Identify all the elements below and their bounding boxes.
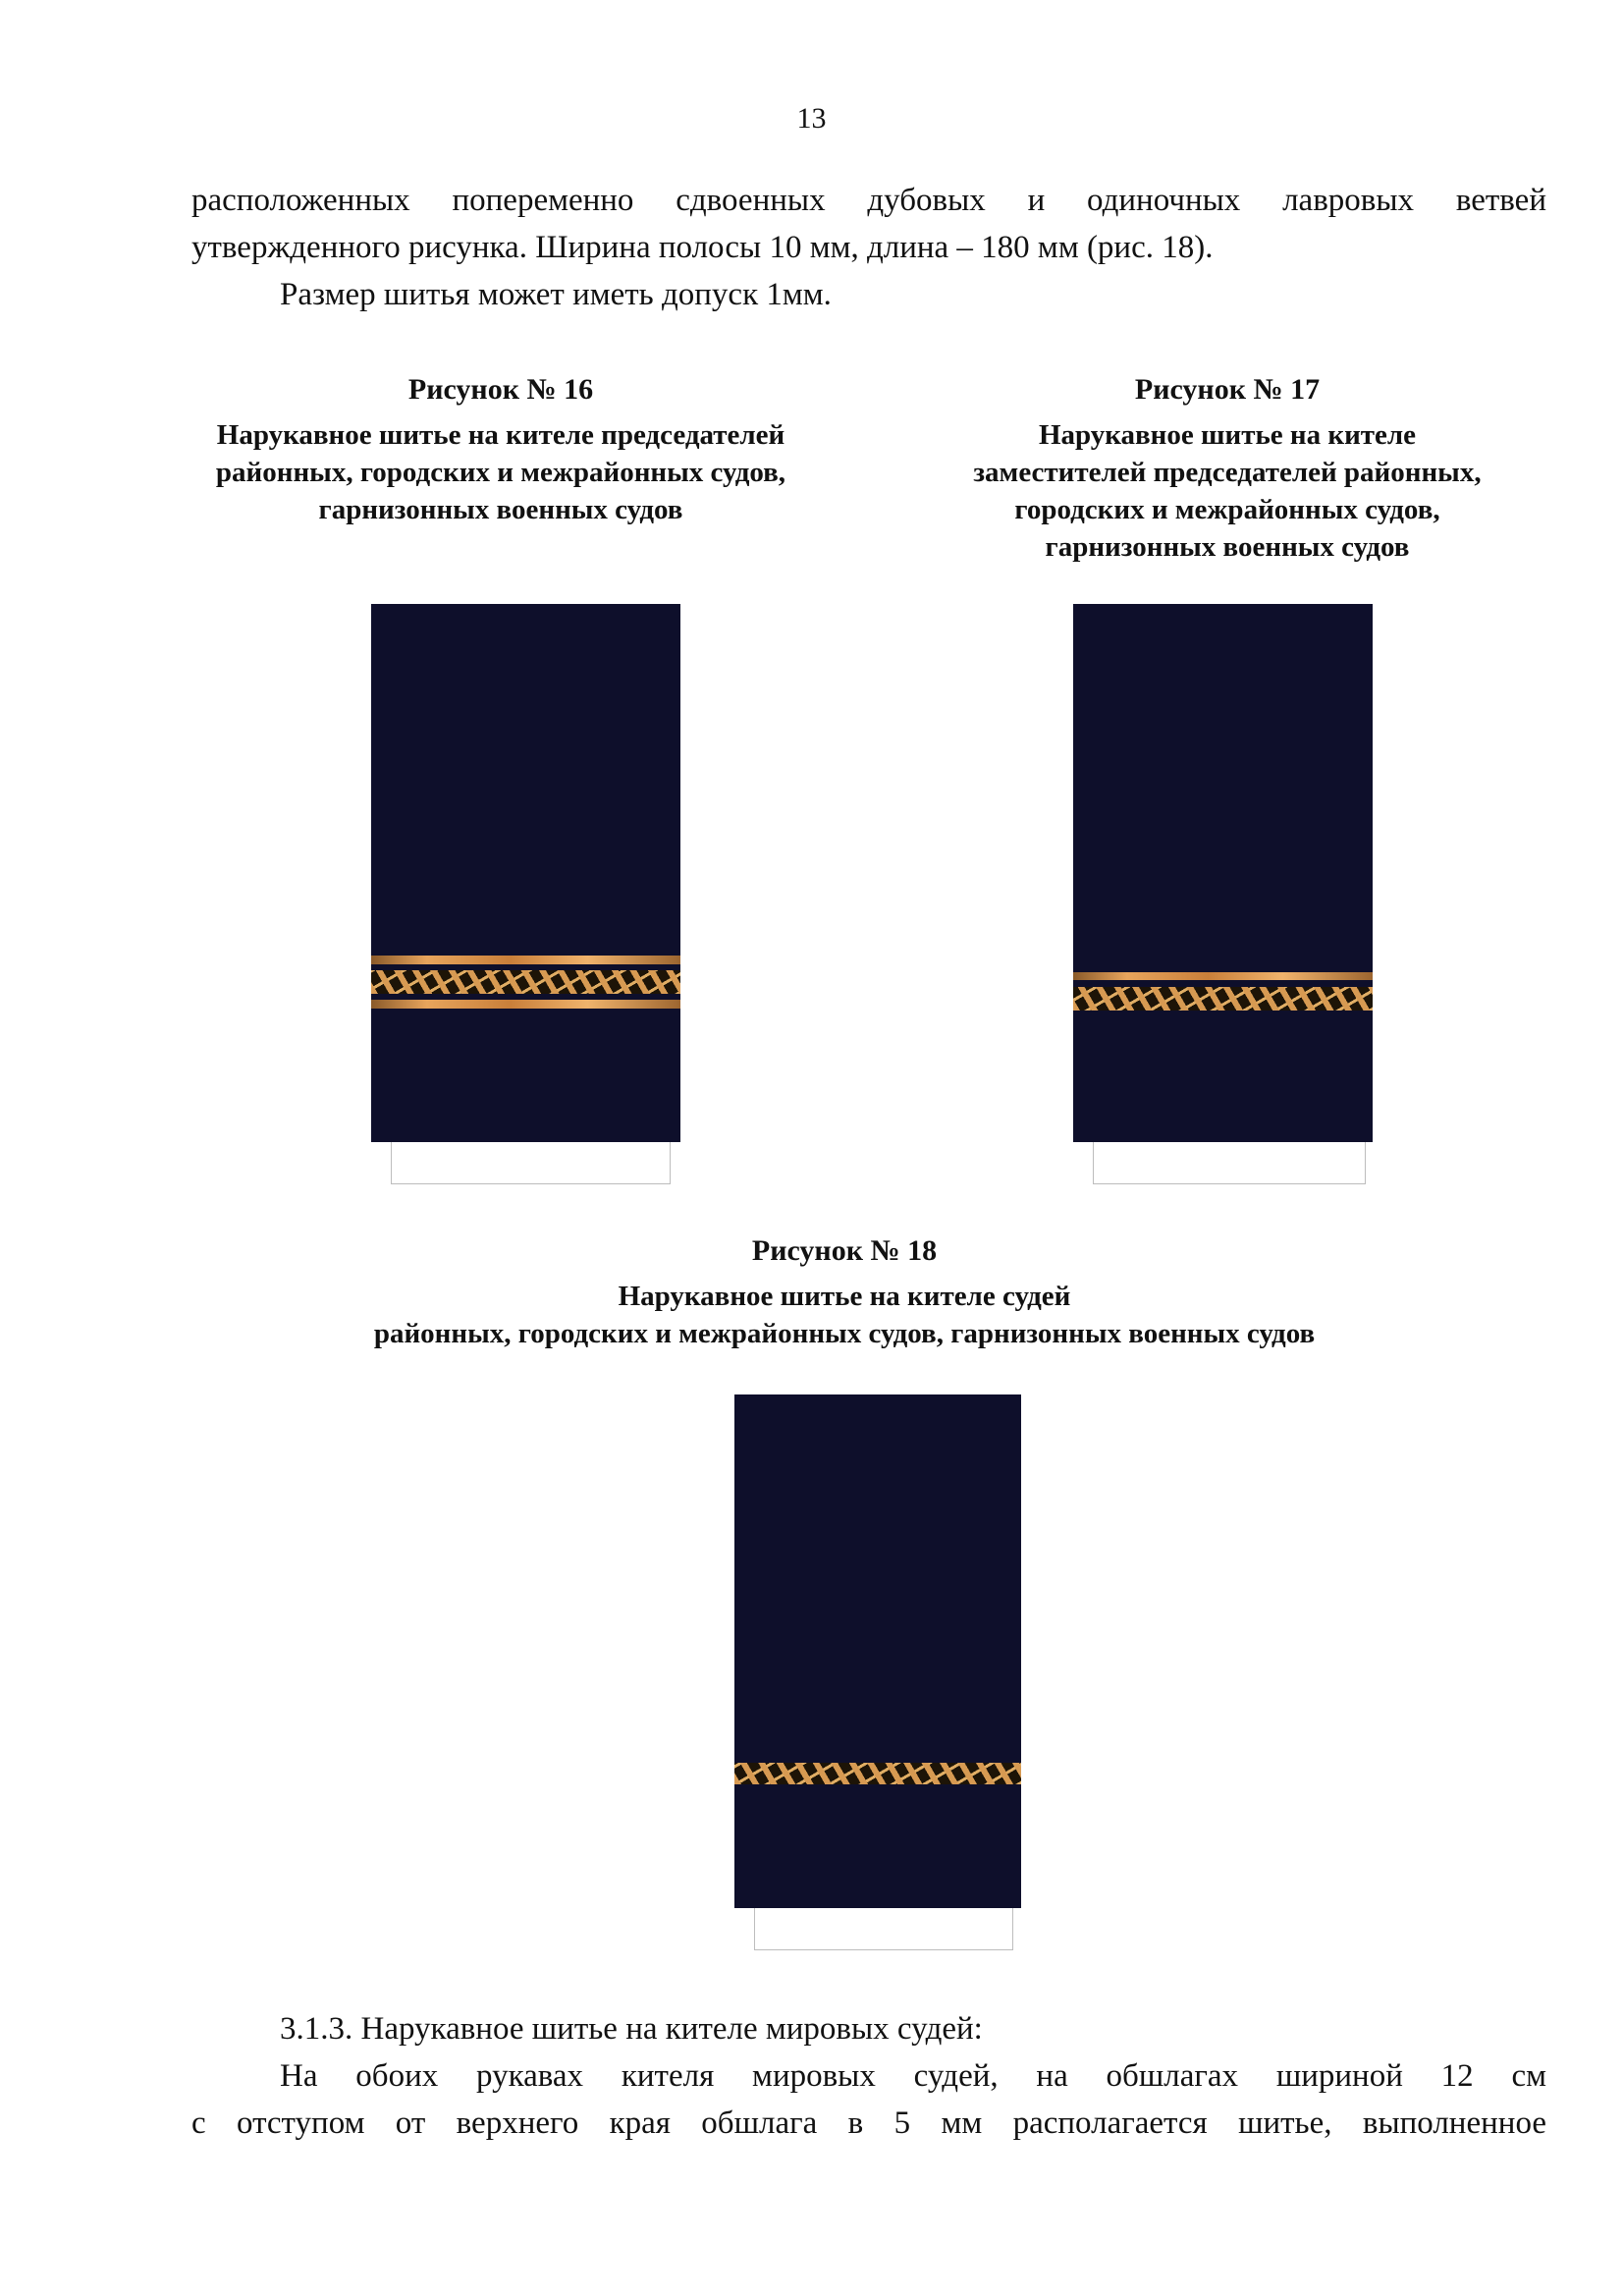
figure-17-title-line: городских и межрайонных судов, [1014,494,1440,525]
intro-line-3: Размер шитья может иметь допуск 1мм. [280,277,832,312]
figure-18-sleeve-image [734,1394,1021,1908]
figure-16-caption [167,371,835,528]
figure-17-title-line: заместителей председателей районных, [973,457,1482,488]
figure-16-title-line: Нарукавное шитье на кителе председателей [216,419,785,451]
page-number: 13 [796,102,827,135]
figure-17-sleeve-image [1073,604,1373,1142]
figure-17-number: Рисунок № 17 [1134,373,1321,406]
figure-18-caption [167,1232,1522,1352]
figure-16-number: Рисунок № 16 [407,373,594,406]
section-line-1: На обоих рукавах кителя мировых судей, на обшлагах шириной 12 см [280,2058,1546,2094]
figure-18-number: Рисунок № 18 [751,1234,938,1267]
intro-line-1: расположенных попеременно сдвоенных дубовых и одиночных лавровых ветвей [191,183,1546,218]
figure-16-title-line: районных, городских и межрайонных судов, [215,457,786,488]
figure-17-caption [884,371,1571,566]
figure-18-title-line: районных, городских и межрайонных судов, гарнизонных военных судов [373,1318,1316,1349]
figure-16-lower-gold-line [371,1000,680,1009]
figure-16-title-line: гарнизонных военных судов [318,494,683,525]
figure-17-title-line: Нарукавное шитье на кителе [1038,419,1417,451]
figure-18-title-line: Нарукавное шитье на кителе судей [618,1281,1071,1312]
figure-17-title-line: гарнизонных военных судов [1045,531,1410,563]
figure-16-sleeve-image [371,604,680,1142]
section-line-2: с отступом от верхнего края обшлага в 5 мм располагается шитье, выполненное [191,2105,1546,2141]
figure-17-gold-line [1073,972,1373,980]
intro-line-2: утвержденного рисунка. Ширина полосы 10 мм, длина – 180 мм (рис. 18). [191,230,1214,265]
figure-17-laurel-band [1073,987,1373,1011]
figure-16-laurel-band [371,970,680,994]
figure-18-laurel-band [734,1763,1021,1784]
figure-16-upper-gold-line [371,956,680,964]
section-heading: 3.1.3. Нарукавное шитье на кителе мировых судей: [280,2011,983,2047]
